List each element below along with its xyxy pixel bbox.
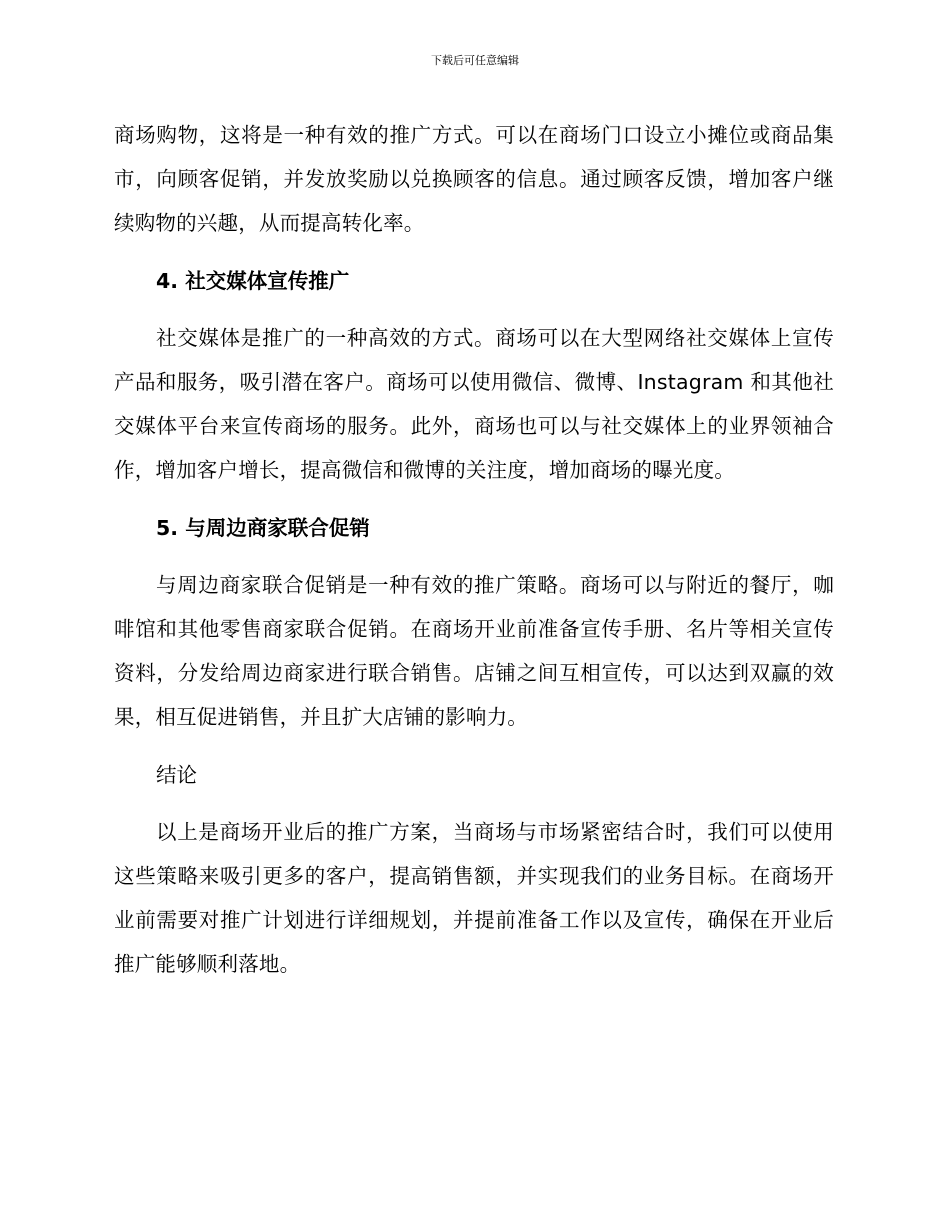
conclusion-heading: 结论	[156, 763, 197, 787]
conclusion-paragraph: 以上是商场开业后的推广方案，当商场与市场紧密结合时，我们可以使用这些策略来吸引更多的客户，提高销售额，并实现我们的业务目标。在商场开业前需要对推广计划进行详细规划，并提前准备工作以及宣传，确保在开业后推广能够顺利落地。	[114, 820, 834, 976]
intro-paragraph: 商场购物，这将是一种有效的推广方式。可以在商场门口设立小摊位或商品集市，向顾客促销，并发放奖励以兑换顾客的信息。通过顾客反馈，增加客户继续购物的兴趣，从而提高转化率。	[114, 123, 834, 235]
page-header-note: 下载后可任意编辑	[431, 54, 519, 67]
section-5-heading: 5. 与周边商家联合促销	[156, 516, 370, 540]
section-4-paragraph: 社交媒体是推广的一种高效的方式。商场可以在大型网络社交媒体上宣传产品和服务，吸引潜在客户。商场可以使用微信、微博、Instagram 和其他社交媒体平台来宣传商场的服务。此外，商场也可以与社交媒体上的业界领袖合作，增加客户增长，提高微信和微博的关注度，增加商场的曝光度。	[114, 326, 834, 482]
section-4-heading: 4. 社交媒体宣传推广	[156, 269, 350, 293]
section-5-paragraph: 与周边商家联合促销是一种有效的推广策略。商场可以与附近的餐厅，咖啡馆和其他零售商家联合促销。在商场开业前准备宣传手册、名片等相关宣传资料，分发给周边商家进行联合销售。店铺之间互相宣传，可以达到双赢的效果，相互促进销售，并且扩大店铺的影响力。	[114, 573, 834, 729]
document-body	[114, 113, 834, 986]
